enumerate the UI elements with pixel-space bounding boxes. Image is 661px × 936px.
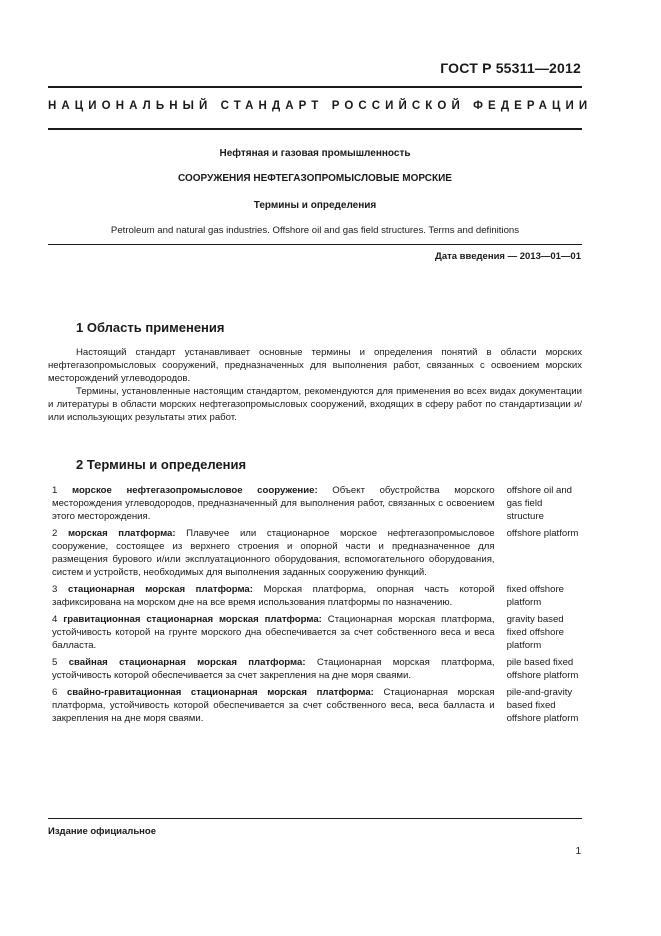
section-1-heading: 1 Область применения	[76, 320, 225, 335]
term-definition-block	[48, 656, 495, 682]
term-definition: Стационарная морская платформа, устойчивость которой на грунте морского дна обеспечивается за счет собственного веса и веса балласта.	[52, 614, 495, 651]
term-number: 4	[52, 614, 58, 625]
term-entry	[48, 484, 582, 523]
term-english-equivalent: offshore platform	[506, 528, 579, 539]
section-2-heading: 2 Термины и определения	[76, 457, 247, 472]
term-name: свайно-гравитационная стационарная морская платформа:	[66, 687, 374, 698]
title-english: Petroleum and natural gas industries. Offshore oil and gas field structures. Terms and definitions	[110, 225, 520, 236]
title-rule	[48, 244, 582, 245]
term-english-equivalent: fixed offshore platform	[506, 584, 564, 608]
title-industry: Нефтяная и газовая промышленность	[219, 148, 411, 159]
section-1-paragraph-1: Настоящий стандарт устанавливает основные термины и определения понятий в области морских нефтегазопромысловых сооружений, предназначенных для выполнения работ, связанных с освоением морских месторождений углеводородов.	[48, 347, 582, 384]
terms-list	[48, 484, 582, 729]
term-definition: Стационарная морская платформа, устойчивость которой обеспечивается за счет собственного веса, веса балласта и закрепления на дне моря сваями.	[52, 687, 495, 724]
top-rule	[48, 86, 582, 88]
term-name: морское нефтегазопромысловое сооружение:	[71, 485, 318, 496]
term-definition-block	[48, 583, 495, 609]
section-1-paragraph-2: Термины, установленные настоящим стандартом, рекомендуются для применения во всех видах документации и литературы в области морских нефтегазопромысловых сооружений, входящих в сферу работ по стандартизации и/или использующих результаты этих работ.	[48, 386, 582, 423]
banner-rule	[48, 128, 582, 130]
term-definition: Стационарная морская платформа, устойчивость которой обеспечивается за счет закрепления на дне моря сваями.	[52, 657, 495, 681]
national-standard-banner: НАЦИОНАЛЬНЫЙ СТАНДАРТ РОССИЙСКОЙ ФЕДЕРАЦИИ	[48, 100, 593, 112]
official-edition-label: Издание официальное	[48, 826, 156, 837]
term-entry	[48, 686, 582, 725]
term-entry	[48, 527, 582, 579]
term-definition-block	[48, 686, 495, 725]
introduction-date: Дата введения — 2013—01—01	[435, 251, 581, 262]
term-number: 5	[52, 657, 58, 668]
term-definition: Морская платформа, опорная часть которой зафиксирована на морском дне на все время использования платформы по назначению.	[52, 584, 495, 608]
term-definition: Плавучее или стационарное морское нефтегазопромысловое сооружение, состоящее из верхнего строения и опорной части и предназначенное для размещения бурового и/или эксплуатационного оборудования, вспомогательного оборудования, систем и устройств, необходимых для выполнения заданных сооружению функций.	[52, 528, 495, 578]
footer-rule	[48, 818, 582, 819]
term-definition: Объект обустройства морского месторождения углеводородов, предназначенный для выполнения работ, связанных с освоением этого месторождения.	[52, 485, 495, 522]
term-english-equivalent: gravity based fixed offshore platform	[506, 614, 564, 651]
standard-designation: ГОСТ Р 55311—2012	[440, 60, 581, 76]
term-number: 2	[52, 528, 58, 539]
section-1-body	[48, 346, 582, 424]
term-definition-block	[48, 613, 495, 652]
term-number: 6	[52, 687, 58, 698]
term-name: гравитационная стационарная морская платформа:	[63, 614, 322, 625]
term-english-equivalent: offshore oil and gas field structure	[506, 485, 573, 522]
term-definition-block	[48, 527, 495, 579]
term-name: свайная стационарная морская платформа:	[68, 657, 306, 668]
term-name: морская платформа:	[67, 528, 176, 539]
term-definition-block	[48, 484, 495, 523]
term-english-equivalent: pile based fixed offshore platform	[506, 657, 579, 681]
term-number: 1	[52, 485, 58, 496]
term-entry	[48, 583, 582, 609]
term-name: стационарная морская платформа:	[67, 584, 253, 595]
term-entry	[48, 613, 582, 652]
title-main: СООРУЖЕНИЯ НЕФТЕГАЗОПРОМЫСЛОВЫЕ МОРСКИЕ	[178, 173, 452, 184]
term-english-equivalent: pile-and-gravity based fixed offshore platform	[506, 687, 579, 724]
term-entry	[48, 656, 582, 682]
page-number: 1	[575, 846, 581, 857]
term-number: 3	[52, 584, 58, 595]
title-subtitle: Термины и определения	[253, 200, 377, 211]
